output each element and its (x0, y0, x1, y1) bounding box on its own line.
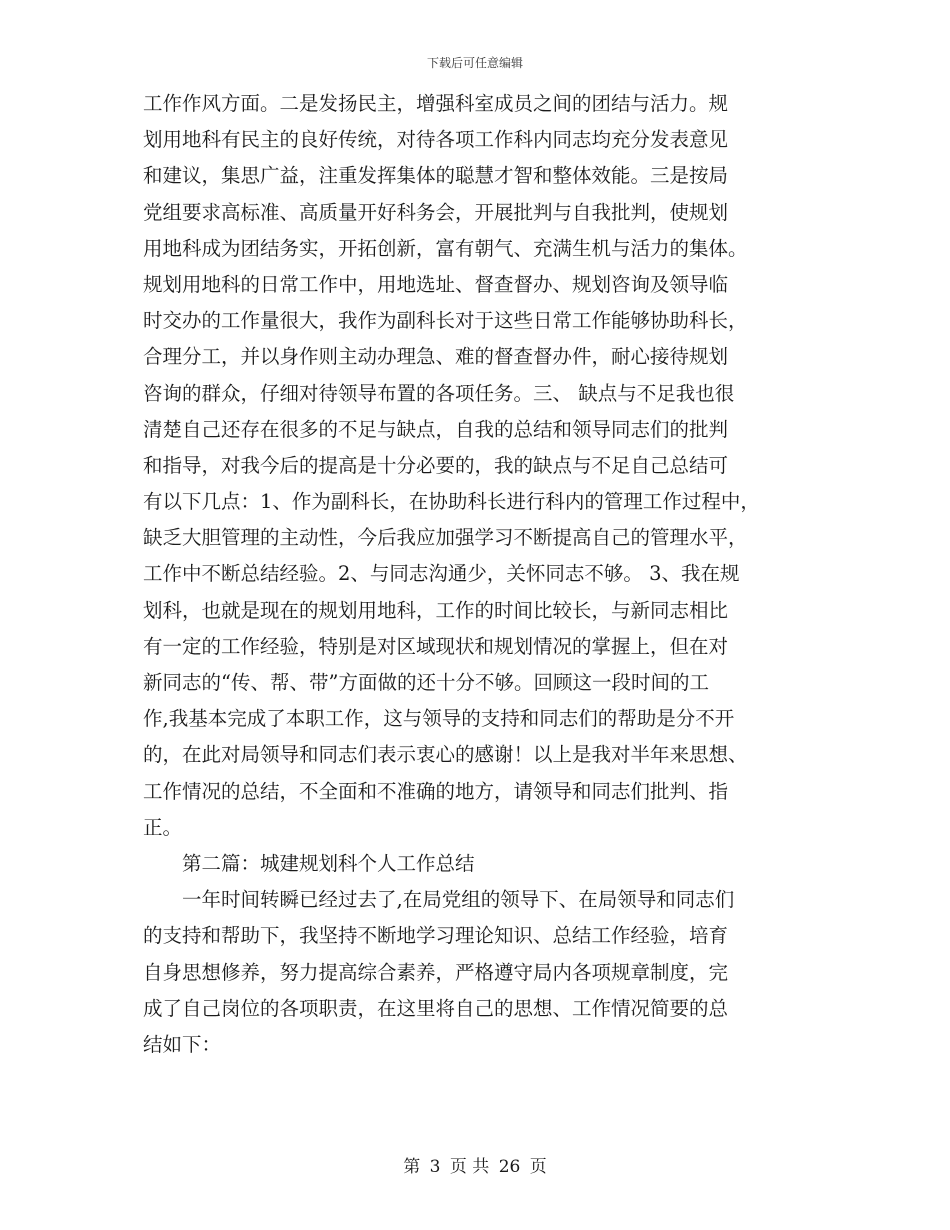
text-line: 规划用地科的日常工作中，用地选址、督查督办、规划咨询及领导临 (143, 272, 729, 296)
text-line: 用地科成为团结务实，开拓创新，富有朝气、充满生机与活力的集体。 (143, 236, 748, 260)
text-line: 和建议，集思广益，注重发挥集体的聪慧才智和整体效能。三是按局 (143, 164, 729, 188)
text-line: 的，在此对局领导和同志们表示衷心的感谢！以上是我对半年来思想、 (143, 743, 748, 767)
text-line: 有以下几点：1、作为副科长，在协助科长进行科内的管理工作过程中， (143, 490, 760, 514)
text-line: 咨询的群众，仔细对待领导布置的各项任务。三、 缺点与不足我也很 (143, 381, 735, 405)
text-line: 正。 (143, 815, 183, 839)
text-line: 和指导，对我今后的提高是十分必要的，我的缺点与不足自己总结可 (143, 453, 729, 477)
text-line: 合理分工，并以身作则主动办理急、难的督查督办件，耐心接待规划 (143, 345, 729, 369)
text-line: 作,我基本完成了本职工作，这与领导的支持和同志们的帮助是分不开 (143, 707, 735, 731)
footer-mid: 页 共 (449, 1157, 490, 1177)
footer-page-number: 3 (429, 1157, 441, 1177)
text-line: 划用地科有民主的良好传统，对待各项工作科内同志均充分发表意见 (143, 128, 729, 152)
text-line: 结如下： (143, 1032, 222, 1056)
text-line: 的支持和帮助下，我坚持不断地学习理论知识、总结工作经验，培育 (143, 924, 729, 948)
footer-suffix: 页 (529, 1157, 547, 1177)
text-line: 自身思想修养，努力提高综合素养，严格遵守局内各项规章制度，完 (143, 960, 729, 984)
text-line: 工作作风方面。二是发扬民主，增强科室成员之间的团结与活力。规 (143, 92, 729, 115)
text-line: 第二篇：城建规划科个人工作总结 (143, 851, 475, 875)
page-footer (0, 1152, 950, 1177)
text-line: 时交办的工作量很大，我作为副科长对于这些日常工作能够协助科长， (143, 309, 748, 333)
text-line: 清楚自己还存在很多的不足与缺点，自我的总结和领导同志们的批判 (143, 417, 729, 441)
text-line: 缺乏大胆管理的主动性，今后我应加强学习不断提高自己的管理水平， (143, 526, 748, 550)
text-line: 成了自己岗位的各项职责，在这里将自己的思想、工作情况简要的总 (143, 996, 729, 1020)
text-line: 划科，也就是现在的规划用地科，工作的时间比较长，与新同志相比 (143, 598, 729, 622)
page-header: 下载后可任意编辑 (426, 56, 523, 70)
text-line: 一年时间转瞬已经过去了,在局党组的领导下、在局领导和同志们 (143, 888, 735, 912)
footer-total-pages: 26 (498, 1157, 521, 1177)
text-line: 党组要求高标准、高质量开好科务会，开展批判与自我批判，使规划 (143, 200, 729, 224)
body-text (143, 86, 823, 1063)
text-line: 新同志的“传、帮、带”方面做的还十分不够。回顾这一段时间的工 (143, 671, 709, 694)
text-line: 工作情况的总结，不全面和不准确的地方，请领导和同志们批判、指 (143, 779, 729, 803)
footer-prefix: 第 (403, 1157, 421, 1177)
text-line: 工作中不断总结经验。2、与同志沟通少，关怀同志不够。 3、我在规 (143, 562, 740, 586)
text-line: 有一定的工作经验，特别是对区域现状和规划情况的掌握上，但在对 (143, 634, 729, 658)
